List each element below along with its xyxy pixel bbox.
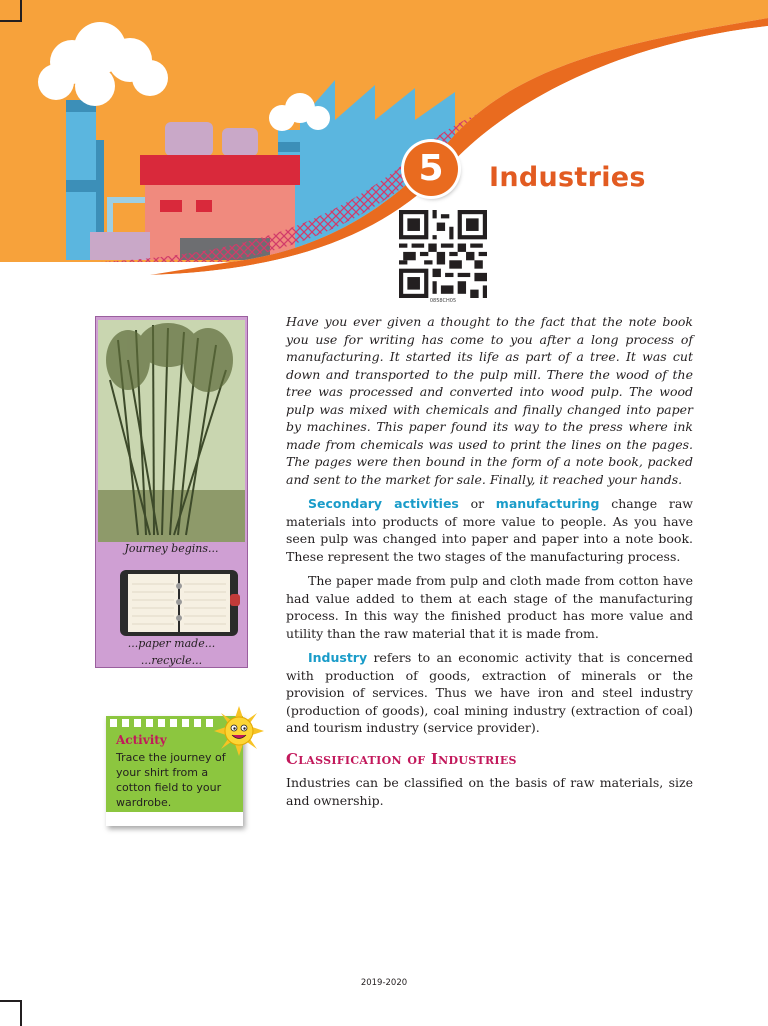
main-text (286, 313, 693, 816)
paragraph-text: change raw materials into products of more value to people. As you have seen pulp was changed into paper and paper into a note book. These represent the two stages of the manufacturing process. (286, 496, 694, 564)
term-manufacturing: manufacturing (495, 496, 600, 511)
intro-paragraph: Have you ever given a thought to the fact that the note book you use for writing has come to you after a long process of manufacturing. It started its life as part of a tree. It was cut down and transported to the pulp mill. There the wood of the tree was processed and converted into wood pulp. The wood pulp was mixed with chemicals and finally changed into paper by machines. This paper found its way to the press where ink made from chemicals was used to print the lines on the pages. The pages were then bound in the form of a note book, packed and sent to the market for sale. Finally, it reached your hands. (286, 314, 693, 487)
crop-mark-bottom (0, 1000, 22, 1026)
paragraph-secondary-activities (286, 495, 693, 565)
smiling-sun-icon (214, 706, 264, 756)
bamboo-photo (98, 320, 245, 542)
caption-recycle: ...recycle... (140, 654, 203, 667)
term-secondary-activities: Secondary activities (308, 496, 459, 511)
header-illustration (0, 0, 768, 300)
paragraph-value-added: The paper made from pulp and cloth made from cotton have had value added to them at each stage of the manufacturing process. In this way the finished product has more value and utility than the raw material that it is made from. (286, 573, 693, 641)
notebook-photo (118, 564, 242, 640)
paragraph-industry (286, 649, 693, 737)
crop-mark-top (0, 0, 22, 22)
qr-code-label: 0858CH05 (429, 298, 457, 304)
qr-code-icon[interactable] (399, 210, 487, 298)
activity-title: Activity (116, 733, 167, 747)
footer-year: 2019-2020 (360, 978, 408, 988)
term-industry: Industry (308, 650, 368, 665)
paragraph-connector: or (458, 496, 496, 511)
paragraph-classification: Industries can be classified on the basis of raw materials, size and ownership. (286, 775, 693, 808)
section-heading: Classification of Industries (286, 749, 517, 768)
chapter-number: 5 (404, 142, 458, 196)
paragraph-text: refers to an economic activity that is concerned with production of goods, extraction of minerals or the provision of services. Thus we have iron and steel industry (production of goods), coal mining industry (extraction of coal) and tourism industry (service provider). (286, 650, 693, 735)
chapter-title: Industries (489, 162, 646, 193)
caption-paper-made: ...paper made... (127, 637, 216, 650)
caption-journey-begins: Journey begins... (124, 542, 219, 555)
activity-text: Trace the journey of your shirt from a cotton field to your wardrobe. (116, 751, 226, 809)
